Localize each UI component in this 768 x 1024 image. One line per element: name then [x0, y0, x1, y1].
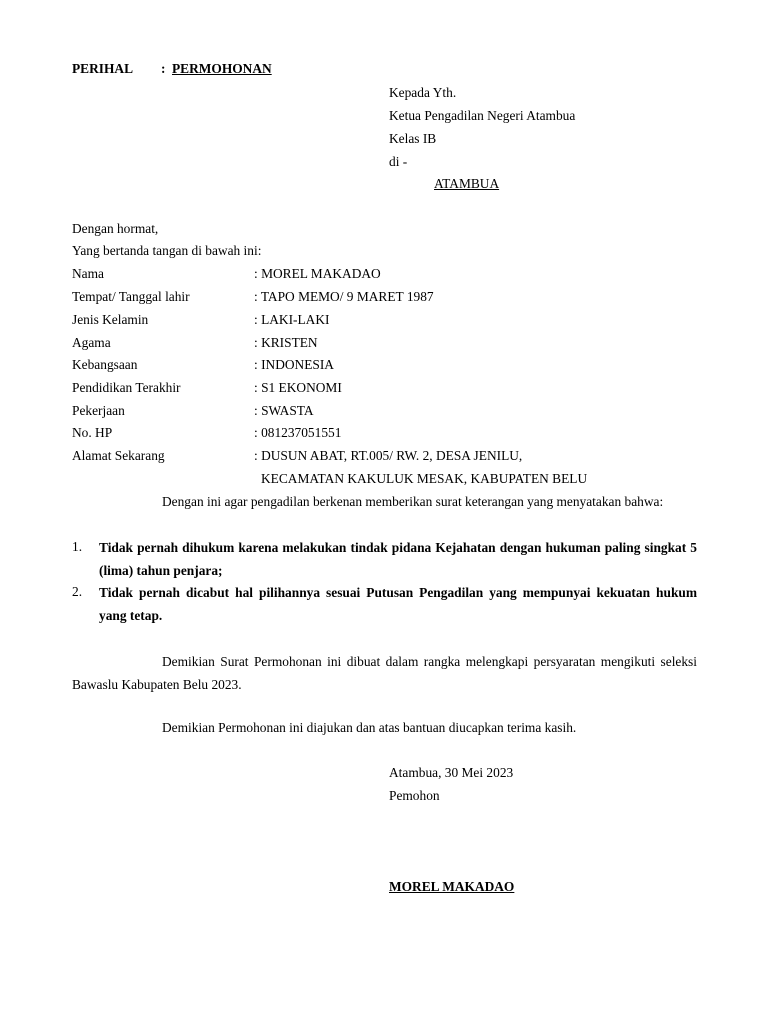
bio-label: Pendidikan Terakhir: [72, 380, 181, 395]
item-number: 2.: [72, 584, 83, 599]
bio-label: No. HP: [72, 425, 113, 440]
bio-label: Pekerjaan: [72, 403, 125, 418]
recipient-line4: di -: [389, 154, 408, 169]
bio-label: Agama: [72, 335, 111, 350]
recipient-line1: Kepada Yth.: [389, 85, 457, 100]
bio-row-pekerjaan: [72, 404, 697, 424]
closing-paragraph-2: Demikian Permohonan ini diajukan dan atas bantuan diucapkan terima kasih.: [162, 720, 577, 735]
signature-place-date: Atambua, 30 Mei 2023: [389, 765, 514, 780]
bio-value: : TAPO MEMO/ 9 MARET 1987: [254, 289, 434, 304]
bio-value: : LAKI-LAKI: [254, 312, 330, 327]
bio-row-alamat: [72, 449, 697, 469]
request-paragraph: [72, 490, 697, 513]
closing-paragraph-1-text: Demikian Surat Permohonan ini dibuat dalam rangka melengkapi persyaratan mengikuti seleksi Bawaslu Kabupaten Belu 2023.: [72, 654, 697, 692]
signature-name: MOREL MAKADAO: [389, 879, 515, 894]
closing-paragraph-1: [72, 650, 697, 696]
bio-value: : DUSUN ABAT, RT.005/ RW. 2, DESA JENILU,: [254, 448, 523, 463]
bio-value: : INDONESIA: [254, 357, 334, 372]
item-number: 1.: [72, 539, 83, 554]
bio-label: Kebangsaan: [72, 357, 138, 372]
bio-row-no-hp: [72, 426, 697, 446]
perihal-label: PERIHAL: [72, 61, 134, 76]
bio-label: Alamat Sekarang: [72, 448, 165, 463]
address-line2: KECAMATAN KAKULUK MESAK, KABUPATEN BELU: [261, 471, 588, 486]
bio-row-nama: [72, 267, 697, 287]
bio-value: : SWASTA: [254, 403, 314, 418]
bio-label: Jenis Kelamin: [72, 312, 149, 327]
bio-value: : S1 EKONOMI: [254, 380, 342, 395]
item-text: Tidak pernah dihukum karena melakukan tindak pidana Kejahatan dengan hukuman paling singkat 5 (lima) tahun penjara;: [99, 540, 697, 578]
item-text: Tidak pernah dicabut hal pilihannya sesuai Putusan Pengadilan yang mempunyai kekuatan hukum yang tetap.: [99, 585, 697, 623]
bio-label: Tempat/ Tanggal lahir: [72, 289, 190, 304]
signature-role: Pemohon: [389, 788, 440, 803]
bio-row-kebangsaan: [72, 358, 697, 378]
recipient-line2: Ketua Pengadilan Negeri Atambua: [389, 108, 576, 123]
perihal-colon: :: [161, 61, 166, 76]
greeting: Dengan hormat,: [72, 221, 159, 236]
perihal-value: PERMOHONAN: [172, 61, 272, 76]
bio-row-agama: [72, 336, 697, 356]
bio-value: : 081237051551: [254, 425, 342, 440]
request-paragraph-text: Dengan ini agar pengadilan berkenan memberikan surat keterangan yang menyatakan bahwa:: [162, 494, 664, 509]
bio-value: : MOREL MAKADAO: [254, 266, 381, 281]
recipient-city: ATAMBUA: [434, 176, 500, 191]
bio-row-pendidikan: [72, 381, 697, 401]
bio-row-ttl: [72, 290, 697, 310]
bio-row-jenis-kelamin: [72, 313, 697, 333]
bio-label: Nama: [72, 266, 104, 281]
bio-value: : KRISTEN: [254, 335, 318, 350]
recipient-line3: Kelas IB: [389, 131, 437, 146]
intro-line: Yang bertanda tangan di bawah ini:: [72, 243, 262, 258]
